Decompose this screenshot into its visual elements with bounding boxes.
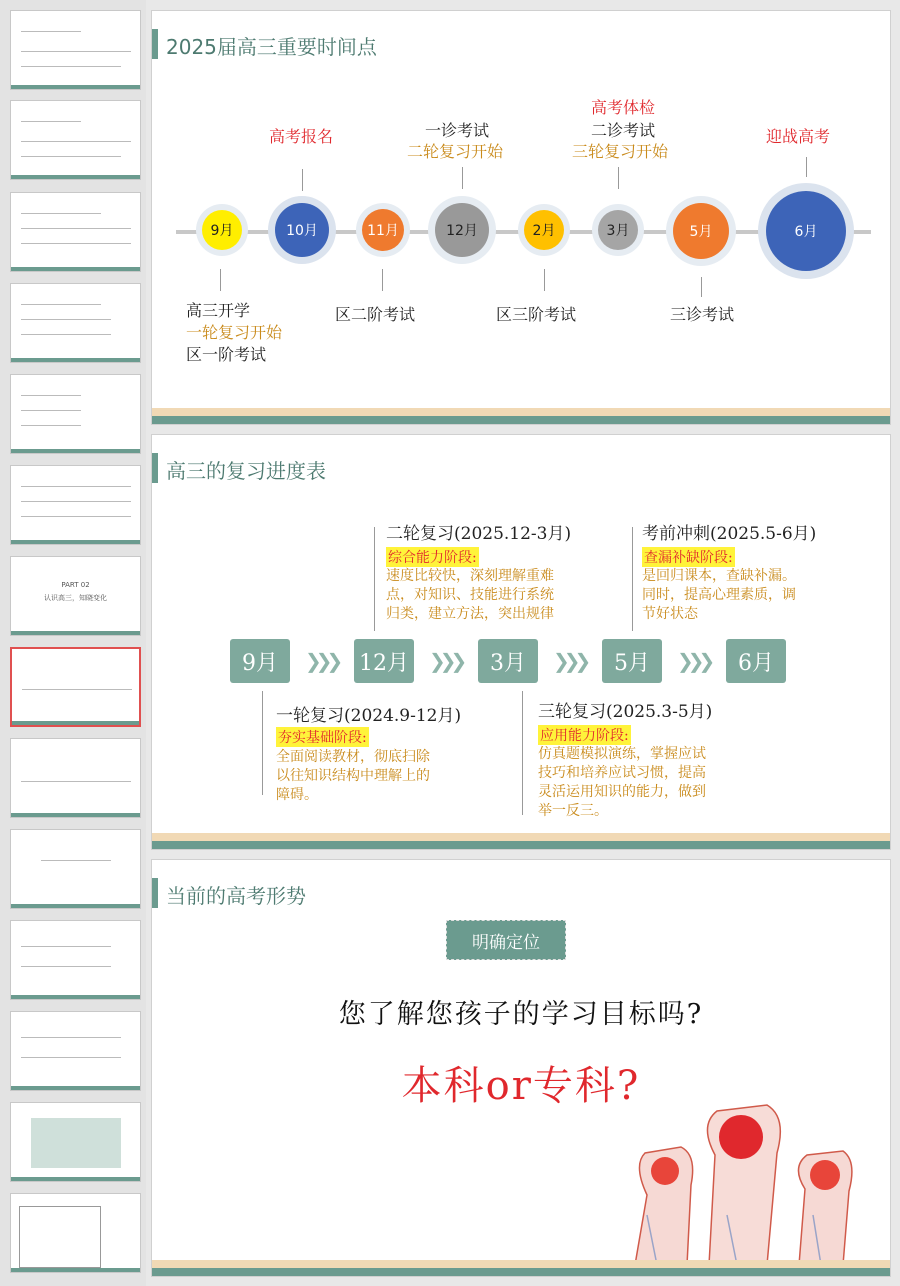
slide-review-schedule: [151, 434, 891, 850]
label-3-review: 三轮复习开始: [572, 142, 669, 161]
thumb-part-title: 认识高三，知晓变化: [44, 594, 107, 602]
slide-thumbnail-13[interactable]: [10, 1102, 141, 1182]
slide-thumbnail-8-selected[interactable]: [10, 647, 141, 727]
chevron-right-icon: ❯❯❯: [553, 649, 586, 673]
slide-thumbnail-2[interactable]: [10, 100, 141, 180]
phase4-title: 考前冲刺(2025.5-6月): [642, 524, 817, 544]
slide-thumbnail-10[interactable]: [10, 829, 141, 909]
connector-9: [220, 269, 221, 291]
phase3-title: 三轮复习(2025.3-5月): [538, 702, 713, 722]
phase3-desc: 仿真题模拟演练，掌握应试 技巧和培养应试习惯，提高 灵活运用知识的能力，做到 举一反三。: [538, 746, 706, 819]
connector-phase4: [632, 527, 633, 631]
phase4-label: 查漏补缺阶段:: [642, 547, 735, 567]
choice-text: 本科or专科?: [401, 1063, 641, 1109]
label-11: 区二阶考试: [335, 305, 416, 324]
positioning-badge: 明确定位: [446, 920, 566, 960]
slide-thumbnail-4[interactable]: [10, 283, 141, 363]
connector-phase1: [262, 691, 263, 795]
title-accent-bar: [152, 29, 158, 59]
slide-title: 2025届高三重要时间点: [166, 35, 377, 59]
footer-stripe-light: [152, 1260, 890, 1268]
slide-thumbnail-14[interactable]: [10, 1193, 141, 1273]
label-6: 迎战高考: [766, 127, 831, 146]
label-3-exam: 二诊考试: [591, 121, 656, 140]
phase2-title: 二轮复习(2025.12-3月): [386, 524, 572, 544]
slide-thumbnail-panel: [0, 0, 146, 1286]
title-accent-bar: [152, 878, 158, 908]
connector-6: [806, 157, 807, 177]
footer-stripe-dark: [152, 1268, 890, 1276]
slide-thumbnail-7[interactable]: [10, 556, 141, 636]
footer-stripe-light: [152, 833, 890, 841]
month-box-5: 5月: [602, 639, 662, 683]
phase2-desc: 速度比较快，深刻理解重难 点，对知识、技能进行系统 归类，建立方法，突出规律: [386, 568, 554, 622]
slide-thumbnail-5[interactable]: [10, 374, 141, 454]
month-node-9: 9月: [196, 204, 248, 256]
phase2-label: 综合能力阶段:: [386, 547, 479, 567]
month-box-6: 6月: [726, 639, 786, 683]
connector-5: [701, 277, 702, 297]
title-accent-bar: [152, 453, 158, 483]
label-12-review: 二轮复习开始: [407, 142, 504, 161]
slide-thumbnail-11[interactable]: [10, 920, 141, 1000]
phase1-desc: 全面阅读教材，彻底扫除 以往知识结构中理解上的 障碍。: [276, 749, 430, 803]
slide-thumbnail-12[interactable]: [10, 1011, 141, 1091]
connector-phase3: [522, 691, 523, 815]
month-box-9: 9月: [230, 639, 290, 683]
label-12-exam: 一诊考试: [425, 121, 490, 140]
month-node-11: 11月: [356, 203, 410, 257]
month-box-12: 12月: [354, 639, 414, 683]
label-10: 高考报名: [269, 127, 334, 146]
chevron-right-icon: ❯❯❯: [305, 649, 338, 673]
phase4-desc: 是回归课本，查缺补漏。 同时，提高心理素质，调 节好状态: [642, 568, 796, 622]
footer-stripe-light: [152, 408, 890, 416]
slide-thumbnail-6[interactable]: [10, 465, 141, 545]
label-9-exam: 区一阶考试: [186, 345, 267, 364]
month-node-10: 10月: [268, 196, 336, 264]
phase1-label: 夯实基础阶段:: [276, 727, 369, 747]
phase1-title: 一轮复习(2024.9-12月): [276, 706, 462, 726]
footer-stripe-dark: [152, 841, 890, 849]
chevron-right-icon: ❯❯❯: [677, 649, 710, 673]
slide-thumbnail-9[interactable]: [10, 738, 141, 818]
phase3-label: 应用能力阶段:: [538, 725, 631, 745]
connector-2: [544, 269, 545, 291]
connector-10: [302, 169, 303, 191]
month-node-6: 6月: [758, 183, 854, 279]
slide-title: 高三的复习进度表: [166, 459, 326, 483]
raised-fists-illustration: [617, 1075, 877, 1265]
slide-key-dates: [151, 10, 891, 425]
month-node-3: 3月: [592, 204, 644, 256]
connector-11: [382, 269, 383, 291]
label-9-review: 一轮复习开始: [186, 323, 283, 342]
month-node-12: 12月: [428, 196, 496, 264]
slide-thumbnail-1[interactable]: [10, 10, 141, 90]
connector-12: [462, 167, 463, 189]
slide-exam-situation: [151, 859, 891, 1277]
chevron-right-icon: ❯❯❯: [429, 649, 462, 673]
month-node-5: 5月: [666, 196, 736, 266]
label-9-start: 高三开学: [186, 301, 251, 320]
month-box-3: 3月: [478, 639, 538, 683]
slide-title: 当前的高考形势: [166, 884, 306, 908]
label-3-check: 高考体检: [591, 98, 656, 117]
label-5: 三诊考试: [670, 305, 735, 324]
thumb-part-label: PART 02: [61, 581, 90, 589]
slide-thumbnail-3[interactable]: [10, 192, 141, 272]
footer-stripe-dark: [152, 416, 890, 424]
month-node-2: 2月: [518, 204, 570, 256]
connector-3: [618, 167, 619, 189]
label-2: 区三阶考试: [496, 305, 577, 324]
connector-phase2: [374, 527, 375, 631]
question-text: 您了解您孩子的学习目标吗?: [338, 999, 704, 1030]
